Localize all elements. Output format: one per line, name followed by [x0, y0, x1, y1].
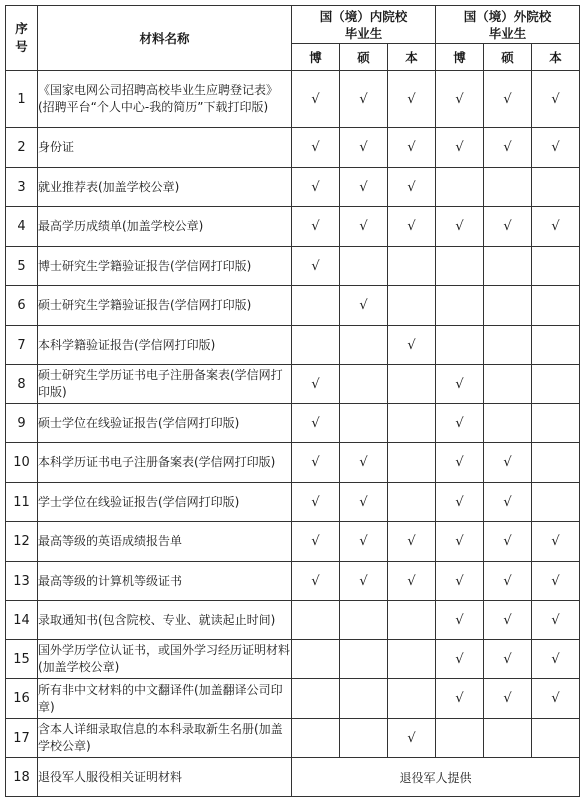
check-cell-foreign-phd [436, 365, 484, 404]
check-mark-icon: √ [455, 651, 464, 667]
check-cell-domestic-master [340, 168, 388, 207]
check-mark-icon: √ [359, 140, 368, 155]
material-name: 最高等级的计算机等级证书 [38, 562, 292, 601]
check-cell-domestic-bachelor [388, 719, 436, 758]
check-mark-icon: √ [551, 219, 560, 234]
check-cell-foreign-master [484, 404, 532, 443]
material-name: 博士研究生学籍验证报告(学信网打印版) [38, 247, 292, 286]
header-level-domestic-bachelor: 本 [388, 44, 436, 71]
check-cell-foreign-bachelor [532, 207, 580, 247]
check-cell-domestic-phd [292, 404, 340, 443]
check-cell-foreign-master [484, 168, 532, 207]
check-cell-domestic-bachelor [388, 365, 436, 404]
check-cell-domestic-master [340, 247, 388, 286]
check-cell-foreign-master [484, 365, 532, 404]
check-cell-domestic-master [340, 640, 388, 679]
check-mark-icon: √ [407, 140, 416, 155]
check-cell-foreign-bachelor [532, 601, 580, 640]
check-mark-icon: √ [503, 612, 512, 628]
check-cell-foreign-bachelor [532, 365, 580, 404]
row-number: 5 [6, 247, 38, 286]
row-number: 13 [6, 562, 38, 601]
check-cell-foreign-bachelor [532, 522, 580, 562]
table-row [6, 128, 580, 168]
check-cell-domestic-phd [292, 71, 340, 128]
row-number: 17 [6, 719, 38, 758]
material-name: 身份证 [38, 128, 292, 168]
table-row [6, 404, 580, 443]
check-mark-icon: √ [311, 415, 320, 431]
check-mark-icon: √ [311, 534, 320, 549]
check-cell-foreign-phd [436, 168, 484, 207]
materials-table [5, 5, 580, 797]
check-mark-icon: √ [503, 534, 512, 549]
check-cell-foreign-phd [436, 679, 484, 719]
check-mark-icon: √ [455, 612, 464, 628]
check-cell-foreign-master [484, 719, 532, 758]
check-mark-icon: √ [407, 730, 416, 746]
check-mark-icon: √ [311, 91, 320, 107]
check-cell-domestic-master [340, 286, 388, 326]
check-mark-icon: √ [551, 691, 560, 706]
check-cell-domestic-phd [292, 128, 340, 168]
check-cell-domestic-master [340, 679, 388, 719]
check-cell-domestic-bachelor [388, 168, 436, 207]
material-name: 学士学位在线验证报告(学信网打印版) [38, 483, 292, 522]
check-cell-domestic-master [340, 443, 388, 483]
table-row [6, 286, 580, 326]
check-mark-icon: √ [359, 91, 368, 107]
row-number: 8 [6, 365, 38, 404]
check-cell-foreign-bachelor [532, 640, 580, 679]
table-row [6, 562, 580, 601]
check-cell-domestic-phd [292, 286, 340, 326]
table-row [6, 71, 580, 128]
check-cell-domestic-bachelor [388, 326, 436, 365]
check-cell-foreign-master [484, 128, 532, 168]
check-cell-domestic-master [340, 483, 388, 522]
check-cell-domestic-bachelor [388, 483, 436, 522]
check-cell-domestic-phd [292, 247, 340, 286]
material-name: 硕士研究生学籍验证报告(学信网打印版) [38, 286, 292, 326]
header-seq-label: 序号 [15, 21, 28, 54]
check-cell-domestic-bachelor [388, 601, 436, 640]
check-mark-icon: √ [455, 415, 464, 431]
check-cell-domestic-phd [292, 679, 340, 719]
check-mark-icon: √ [359, 298, 368, 313]
row-number: 14 [6, 601, 38, 640]
row-number: 6 [6, 286, 38, 326]
check-cell-domestic-phd [292, 601, 340, 640]
check-cell-foreign-phd [436, 404, 484, 443]
row-number: 16 [6, 679, 38, 719]
header-foreign-label: 国（境）外院校毕业生 [463, 8, 552, 41]
check-cell-domestic-phd [292, 483, 340, 522]
check-cell-foreign-phd [436, 522, 484, 562]
check-cell-domestic-master [340, 71, 388, 128]
check-cell-domestic-bachelor [388, 128, 436, 168]
check-cell-domestic-phd [292, 326, 340, 365]
check-cell-foreign-bachelor [532, 71, 580, 128]
table-row [6, 719, 580, 758]
check-cell-foreign-master [484, 522, 532, 562]
check-cell-domestic-master [340, 404, 388, 443]
row-number: 9 [6, 404, 38, 443]
header-row-groups [6, 6, 580, 44]
check-mark-icon: √ [455, 534, 464, 549]
check-mark-icon: √ [455, 376, 464, 392]
check-cell-domestic-master [340, 562, 388, 601]
check-mark-icon: √ [455, 91, 464, 107]
check-cell-foreign-bachelor [532, 247, 580, 286]
check-mark-icon: √ [551, 534, 560, 549]
row-number: 2 [6, 128, 38, 168]
check-cell-foreign-bachelor [532, 286, 580, 326]
check-mark-icon: √ [359, 573, 368, 589]
check-cell-domestic-master [340, 326, 388, 365]
table-body [6, 71, 580, 797]
check-mark-icon: √ [407, 219, 416, 234]
check-cell-foreign-bachelor [532, 483, 580, 522]
check-mark-icon: √ [311, 258, 320, 274]
check-mark-icon: √ [407, 337, 416, 353]
check-cell-foreign-bachelor [532, 679, 580, 719]
check-mark-icon: √ [455, 494, 464, 510]
check-mark-icon: √ [407, 573, 416, 589]
row-number: 18 [6, 758, 38, 797]
check-mark-icon: √ [503, 573, 512, 589]
row-number: 15 [6, 640, 38, 679]
check-mark-icon: √ [359, 179, 368, 195]
check-mark-icon: √ [455, 573, 464, 589]
check-mark-icon: √ [455, 691, 464, 706]
check-cell-foreign-phd [436, 247, 484, 286]
check-mark-icon: √ [503, 140, 512, 155]
header-foreign-group [436, 6, 580, 44]
table-row [6, 207, 580, 247]
check-cell-foreign-phd [436, 207, 484, 247]
check-cell-foreign-phd [436, 601, 484, 640]
check-cell-foreign-master [484, 71, 532, 128]
table-row [6, 758, 580, 797]
table-row [6, 365, 580, 404]
check-cell-foreign-phd [436, 483, 484, 522]
check-cell-domestic-master [340, 365, 388, 404]
check-mark-icon: √ [311, 494, 320, 510]
check-cell-foreign-master [484, 286, 532, 326]
check-mark-icon: √ [455, 455, 464, 470]
check-mark-icon: √ [359, 455, 368, 470]
row-number: 12 [6, 522, 38, 562]
check-cell-domestic-master [340, 522, 388, 562]
material-name: 本科学历证书电子注册备案表(学信网打印版) [38, 443, 292, 483]
check-cell-domestic-phd [292, 522, 340, 562]
check-cell-domestic-phd [292, 168, 340, 207]
check-cell-foreign-phd [436, 286, 484, 326]
table-row [6, 640, 580, 679]
material-name: 含本人详细录取信息的本科录取新生名册(加盖学校公章) [38, 719, 292, 758]
check-cell-foreign-master [484, 562, 532, 601]
check-cell-domestic-bachelor [388, 207, 436, 247]
check-mark-icon: √ [311, 140, 320, 155]
check-mark-icon: √ [551, 140, 560, 155]
check-cell-foreign-phd [436, 443, 484, 483]
table-row [6, 679, 580, 719]
check-cell-domestic-master [340, 207, 388, 247]
header-domestic-group [292, 6, 436, 44]
check-mark-icon: √ [503, 455, 512, 470]
row-number: 3 [6, 168, 38, 207]
check-mark-icon: √ [455, 140, 464, 155]
table-row [6, 601, 580, 640]
check-mark-icon: √ [407, 91, 416, 107]
check-mark-icon: √ [551, 612, 560, 628]
check-cell-foreign-phd [436, 326, 484, 365]
material-name: 退役军人服役相关证明材料 [38, 758, 292, 797]
check-cell-domestic-bachelor [388, 562, 436, 601]
header-level-domestic-master: 硕 [340, 44, 388, 71]
check-cell-domestic-phd [292, 719, 340, 758]
check-cell-foreign-master [484, 640, 532, 679]
row-number: 1 [6, 71, 38, 128]
check-mark-icon: √ [311, 573, 320, 589]
check-mark-icon: √ [359, 219, 368, 234]
check-cell-foreign-phd [436, 640, 484, 679]
check-mark-icon: √ [311, 376, 320, 392]
table-row [6, 443, 580, 483]
table-row [6, 522, 580, 562]
material-name: 最高等级的英语成绩报告单 [38, 522, 292, 562]
check-cell-domestic-bachelor [388, 522, 436, 562]
check-mark-icon: √ [359, 534, 368, 549]
check-mark-icon: √ [407, 179, 416, 195]
header-level-foreign-master: 硕 [484, 44, 532, 71]
check-cell-foreign-bachelor [532, 326, 580, 365]
check-cell-foreign-bachelor [532, 128, 580, 168]
check-cell-domestic-phd [292, 640, 340, 679]
check-cell-domestic-bachelor [388, 71, 436, 128]
check-cell-domestic-master [340, 719, 388, 758]
check-cell-domestic-bachelor [388, 247, 436, 286]
check-mark-icon: √ [551, 573, 560, 589]
check-cell-domestic-phd [292, 562, 340, 601]
check-cell-foreign-phd [436, 562, 484, 601]
check-cell-foreign-phd [436, 71, 484, 128]
check-cell-foreign-bachelor [532, 404, 580, 443]
table-row [6, 326, 580, 365]
check-cell-foreign-master [484, 207, 532, 247]
material-name: 硕士研究生学历证书电子注册备案表(学信网打印版) [38, 365, 292, 404]
check-cell-domestic-master [340, 128, 388, 168]
row-number: 7 [6, 326, 38, 365]
check-mark-icon: √ [455, 219, 464, 234]
check-cell-domestic-bachelor [388, 679, 436, 719]
check-mark-icon: √ [311, 455, 320, 470]
check-cell-foreign-bachelor [532, 443, 580, 483]
check-cell-domestic-bachelor [388, 640, 436, 679]
check-mark-icon: √ [359, 494, 368, 510]
check-cell-domestic-bachelor [388, 404, 436, 443]
check-cell-domestic-bachelor [388, 443, 436, 483]
material-name: 录取通知书(包含院校、专业、就读起止时间) [38, 601, 292, 640]
check-mark-icon: √ [503, 651, 512, 667]
row-number: 10 [6, 443, 38, 483]
check-mark-icon: √ [503, 91, 512, 107]
check-cell-domestic-phd [292, 207, 340, 247]
check-mark-icon: √ [551, 91, 560, 107]
header-level-domestic-phd: 博 [292, 44, 340, 71]
check-cell-foreign-master [484, 443, 532, 483]
check-cell-foreign-bachelor [532, 562, 580, 601]
row-number: 11 [6, 483, 38, 522]
header-level-foreign-phd: 博 [436, 44, 484, 71]
table-row [6, 483, 580, 522]
header-name: 材料名称 [38, 6, 292, 71]
material-name: 所有非中文材料的中文翻译件(加盖翻译公司印章) [38, 679, 292, 719]
check-cell-foreign-master [484, 679, 532, 719]
check-cell-foreign-phd [436, 128, 484, 168]
check-mark-icon: √ [503, 219, 512, 234]
table-row [6, 168, 580, 207]
material-name: 本科学籍验证报告(学信网打印版) [38, 326, 292, 365]
check-cell-foreign-master [484, 326, 532, 365]
table-row [6, 247, 580, 286]
check-mark-icon: √ [503, 691, 512, 706]
check-cell-domestic-master [340, 601, 388, 640]
header-domestic-label: 国（境）内院校毕业生 [319, 8, 408, 41]
check-cell-foreign-master [484, 601, 532, 640]
check-mark-icon: √ [551, 651, 560, 667]
material-name: 硕士学位在线验证报告(学信网打印版) [38, 404, 292, 443]
check-cell-domestic-bachelor [388, 286, 436, 326]
check-cell-domestic-phd [292, 443, 340, 483]
check-mark-icon: √ [311, 219, 320, 234]
header-level-foreign-bachelor: 本 [532, 44, 580, 71]
material-name: 《国家电网公司招聘高校毕业生应聘登记表》(招聘平台“个人中心-我的简历”下载打印版) [38, 71, 292, 128]
veteran-note: 退役军人提供 [292, 758, 580, 797]
check-cell-foreign-bachelor [532, 719, 580, 758]
check-mark-icon: √ [407, 534, 416, 549]
material-name: 国外学历学位认证书，或国外学习经历证明材料(加盖学校公章) [38, 640, 292, 679]
check-cell-foreign-bachelor [532, 168, 580, 207]
material-name: 最高学历成绩单(加盖学校公章) [38, 207, 292, 247]
check-mark-icon: √ [503, 494, 512, 510]
header-seq [6, 6, 38, 71]
check-cell-foreign-master [484, 483, 532, 522]
check-cell-domestic-phd [292, 365, 340, 404]
row-number: 4 [6, 207, 38, 247]
check-cell-foreign-master [484, 247, 532, 286]
material-name: 就业推荐表(加盖学校公章) [38, 168, 292, 207]
check-cell-foreign-phd [436, 719, 484, 758]
check-mark-icon: √ [311, 179, 320, 195]
